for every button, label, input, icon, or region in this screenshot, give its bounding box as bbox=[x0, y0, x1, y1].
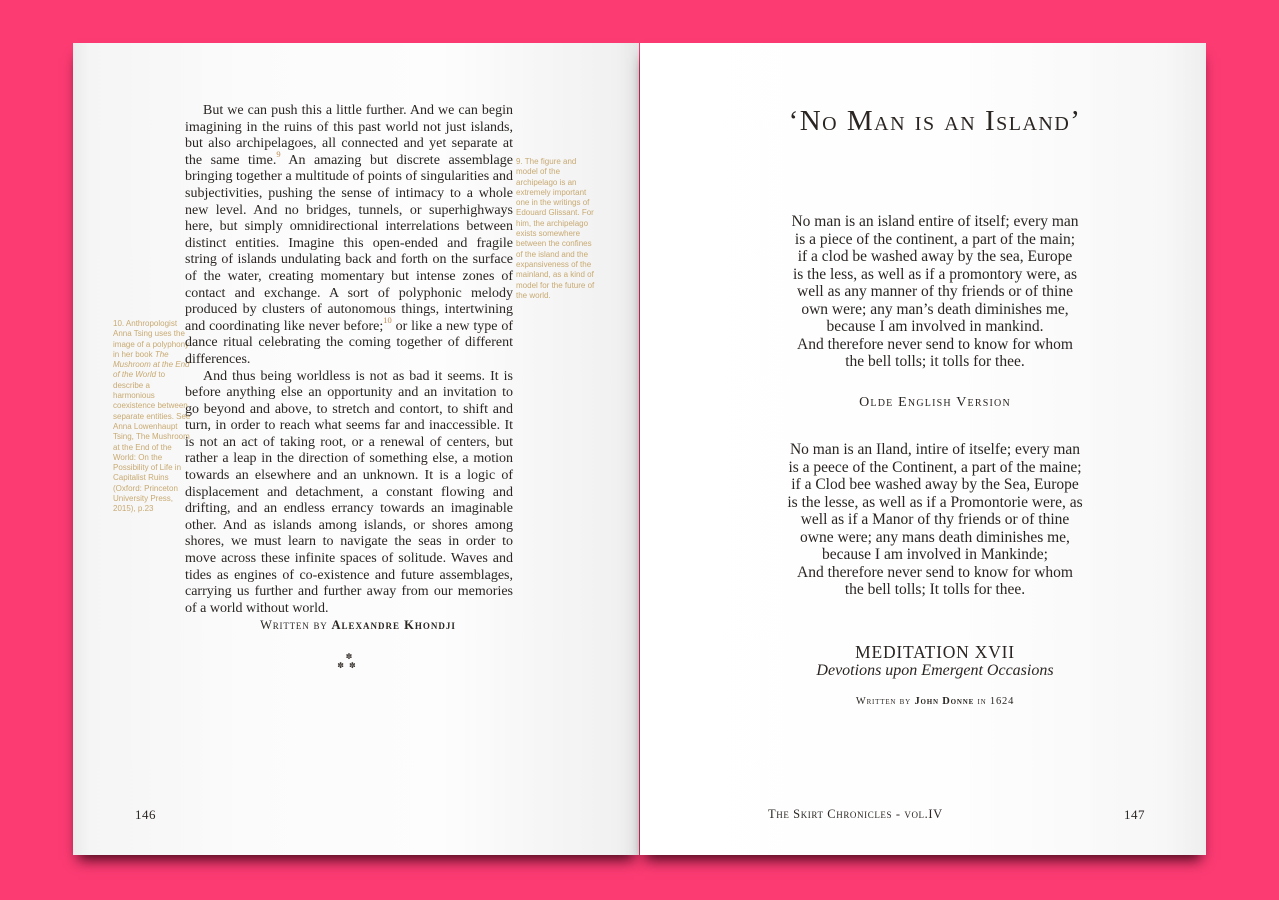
asterism-ornament bbox=[185, 652, 513, 670]
article-paragraph-1 bbox=[185, 103, 513, 369]
quote-line: And therefore never send to know for whom bbox=[797, 335, 1073, 353]
meditation-title: MEDITATION XVII bbox=[855, 642, 1015, 662]
credit-suffix: in 1624 bbox=[974, 696, 1015, 707]
quote-line: is the less, as well as if a promontory were, as bbox=[792, 265, 1078, 283]
byline bbox=[185, 617, 513, 634]
margin-note-9: 9. The figure and model of the archipelago is an extremely important one in the writings of Edouard Glissant. For him, the archipelago exists somewhere between the confines of the island and the expansiveness of the mainland, as a kind of model for the future of the world. bbox=[516, 157, 595, 300]
quote-line: No man is an Iland, intire of itselfe; every man bbox=[789, 441, 1081, 458]
quote-line: the bell tolls; It tolls for thee. bbox=[844, 581, 1026, 598]
page-number-right: 147 bbox=[1124, 807, 1145, 822]
quote-modern-english bbox=[685, 213, 1185, 371]
text-segment: An amazing but discrete assemblage bringing together a multitude of points of singularities and subjectivities, pushing the sense of intimacy to a whole new level. And no bridges, tunnels, or superhighways here, but simply omnidirectional interrelations between distinct entities. Imagine this open-ended and fragile string of islands undulating back and forth on the surface of the water, creating momentary but intense zones of contact and exchange. A sort of polyphonic melody produced by clusters of autonomous things, intertwining and coordinating like never before; bbox=[185, 152, 513, 334]
text-segment: or like a new type of dance ritual celebrating the coming together of different differences. bbox=[185, 318, 513, 367]
quote-line: if a Clod bee washed away by the Sea, Europe bbox=[791, 476, 1079, 493]
quote-line: is a peece of the Continent, a part of the maine; bbox=[788, 458, 1082, 476]
article-body bbox=[185, 103, 513, 670]
asterisk-flower-icon: ✽ bbox=[345, 652, 353, 661]
text-segment: But we can push this a little further. And we can begin imagining in the ruins of this past world not just islands, but also archipelagoes, all connected and yet separate at the same time. bbox=[185, 103, 513, 168]
subheading-olde-english-version: Olde English Version bbox=[859, 395, 1011, 410]
margin-note-10 bbox=[113, 319, 191, 515]
credit-prefix: Written by bbox=[855, 696, 915, 707]
quote-line: well as any manner of thy friends or of thine bbox=[797, 283, 1073, 300]
byline-author-name: Alexandre Khondji bbox=[331, 618, 456, 633]
quote-line: because I am involved in mankind. bbox=[826, 318, 1044, 335]
meditation-subtitle: Devotions upon Emergent Occasions bbox=[816, 662, 1054, 679]
footnote-superscript: 9 bbox=[276, 149, 281, 160]
quote-line: the bell tolls; it tolls for thee. bbox=[845, 353, 1025, 370]
publication-footer: The Skirt Chronicles - vol.IV bbox=[768, 807, 943, 821]
quote-line: own were; any man’s death diminishes me, bbox=[801, 300, 1069, 318]
text-segment: And thus being worldless is not as bad it seems. It is before anything else an opportunity and an invitation to go beyond and above, to stretch and contort, to shift and turn, in order to reach what seems far and inaccessible. It is not an act of taking root, or a renewal of centers, but rather a leap in the direction of something else, a motion towards an elsewhere and an unknown. It is a logic of displacement and detachment, a constant flowing and drifting, and an endless errancy towards an imaginable other. And as islands among islands, or shores among shores, we must learn to navigate the seas in order to move across these infinite spaces of solitude. Waves and tides as engines of co-existence and future assemblages, carrying us further and further away from our memories of a world without world. bbox=[185, 368, 513, 616]
quote-line: And therefore never send to know for whom bbox=[797, 563, 1073, 581]
quote-olde-english bbox=[685, 441, 1185, 599]
footnote-superscript: 10 bbox=[383, 315, 392, 326]
article-paragraph-2 bbox=[185, 369, 513, 618]
quote-line: well as if a Manor of thy friends or of thine bbox=[800, 511, 1070, 528]
quote-line: is the lesse, as well as if a Promontorie were, as bbox=[787, 493, 1083, 511]
quote-line: No man is an island entire of itself; every man bbox=[791, 213, 1079, 230]
quote-line: owne were; any mans death diminishes me, bbox=[800, 528, 1070, 546]
asterisk-flower-pair-icon: ✽✽ bbox=[337, 661, 361, 670]
quote-line: if a clod be washed away by the sea, Europe bbox=[797, 248, 1073, 265]
credit-author-name: John Donne bbox=[914, 696, 975, 707]
text-segment: 10. Anthropologist Anna Tsing uses the image of a polyphony in her book bbox=[113, 319, 190, 359]
left-page bbox=[73, 43, 639, 855]
page-number-left: 146 bbox=[135, 807, 156, 822]
right-page bbox=[640, 43, 1206, 855]
text-segment: The Mushroom at the End of the World bbox=[113, 349, 190, 380]
credit-line bbox=[685, 696, 1185, 707]
page-title: ‘No Man is an Island’ bbox=[788, 105, 1082, 137]
quote-line: because I am involved in Mankinde; bbox=[822, 546, 1048, 563]
quote-line: is a piece of the continent, a part of the main; bbox=[794, 230, 1076, 248]
byline-prefix: Written by bbox=[260, 618, 332, 633]
text-segment: to describe a harmonious coexistence between separate entities. See Anna Lowenhaupt Tsing, The Mushroom at the End of the World: On the Possibility of Life in Capitalist Ruins (Oxford: Princeton University Press, 2015), p.23 bbox=[113, 370, 191, 514]
